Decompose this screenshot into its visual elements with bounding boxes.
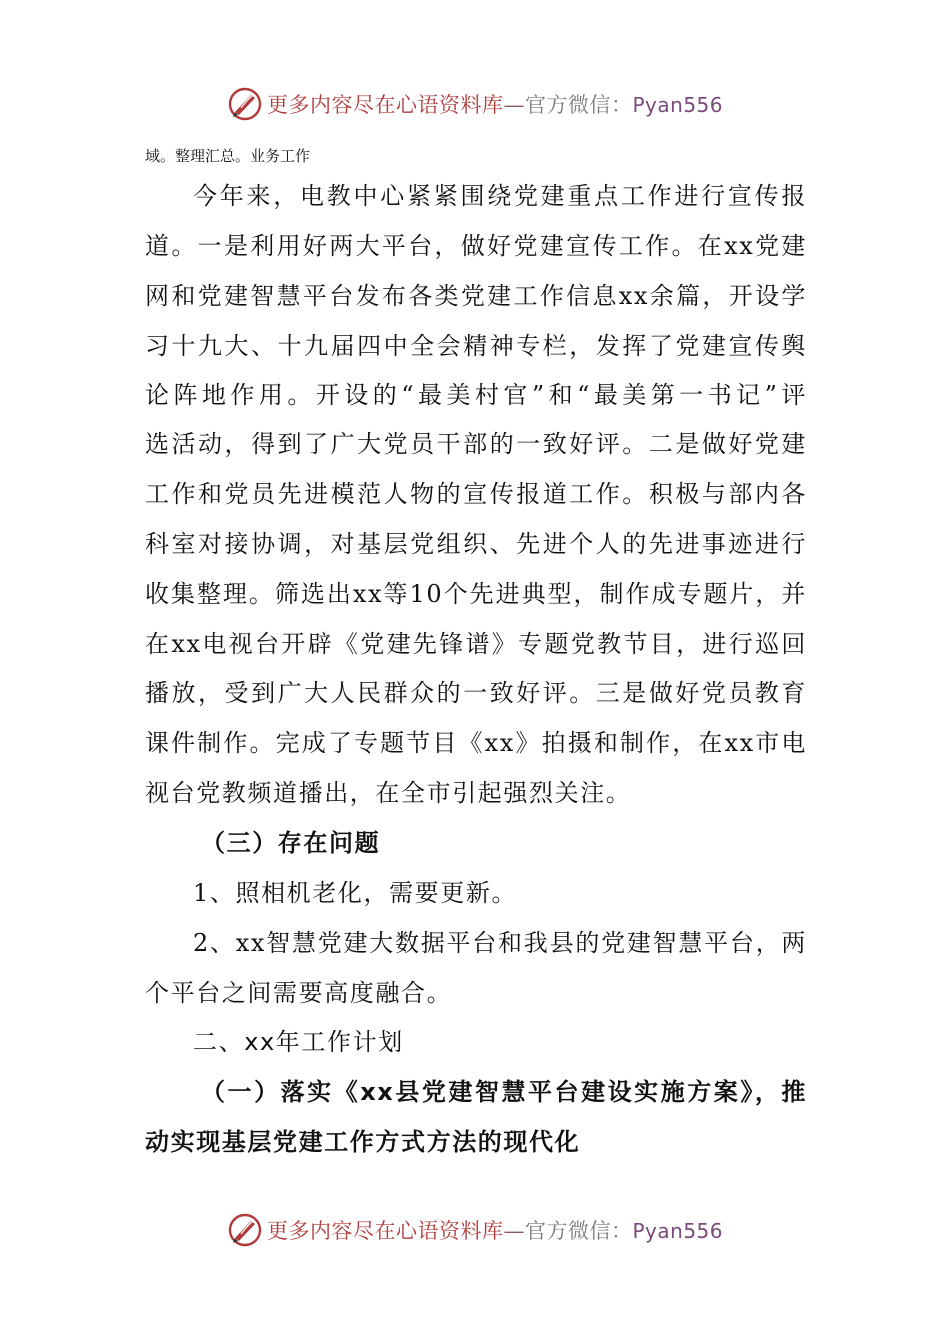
subsection-heading-cont: 动实现基层党建工作方式方法的现代化 bbox=[145, 1128, 581, 1156]
watermark-text bbox=[267, 89, 723, 119]
section-heading-plan: 二、xx年工作计划 bbox=[193, 1028, 404, 1056]
watermark-separator: — bbox=[503, 1219, 525, 1243]
issue-item-2-cont: 个平台之间需要高度融合。 bbox=[145, 979, 453, 1007]
pen-circle-logo-icon bbox=[227, 86, 263, 122]
body-line: 工作和党员先进模范人物的宣传报道工作。积极与部内各 bbox=[145, 480, 807, 508]
carry-over-text: 域。整理汇总。业务工作 bbox=[145, 147, 311, 165]
watermark-brand: 更多内容尽在心语资料库 bbox=[266, 93, 504, 117]
issue-item-2: 2、xx智慧党建大数据平台和我县的党建智慧平台，两 bbox=[193, 929, 807, 957]
body-line: 选活动，得到了广大党员干部的一致好评。二是做好党建 bbox=[145, 430, 807, 458]
watermark-separator: — bbox=[503, 93, 525, 117]
section-heading-issues: （三）存在问题 bbox=[201, 829, 381, 857]
body-line: 在xx电视台开辟《党建先锋谱》专题党教节目，进行巡回 bbox=[145, 630, 807, 658]
header-watermark bbox=[0, 84, 950, 124]
watermark-text bbox=[267, 1215, 723, 1245]
subsection-heading: （一）落实《xx县党建智慧平台建设实施方案》，推 bbox=[201, 1078, 807, 1106]
watermark-wechat-label: 官方微信： bbox=[524, 1219, 633, 1243]
body-line-last: 视台党教频道播出，在全市引起强烈关注。 bbox=[145, 779, 632, 807]
watermark-wechat-id: Pyan556 bbox=[632, 1219, 723, 1243]
body-line: 道。一是利用好两大平台，做好党建宣传工作。在xx党建 bbox=[145, 232, 807, 260]
body-line: 收集整理。筛选出xx等10个先进典型，制作成专题片，并 bbox=[145, 580, 807, 608]
footer-watermark bbox=[0, 1210, 950, 1250]
watermark-wechat-label: 官方微信： bbox=[524, 93, 633, 117]
body-line: 播放，受到广大人民群众的一致好评。三是做好党员教育 bbox=[145, 679, 807, 707]
watermark-brand: 更多内容尽在心语资料库 bbox=[266, 1219, 504, 1243]
body-line: 论阵地作用。开设的“最美村官”和“最美第一书记”评 bbox=[145, 381, 807, 409]
body-line: 今年来，电教中心紧紧围绕党建重点工作进行宣传报 bbox=[193, 182, 807, 210]
body-line: 网和党建智慧平台发布各类党建工作信息xx余篇，开设学 bbox=[145, 282, 807, 310]
issue-item-1: 1、照相机老化，需要更新。 bbox=[193, 879, 518, 907]
body-line: 科室对接协调，对基层党组织、先进个人的先进事迹进行 bbox=[145, 530, 807, 558]
body-line: 课件制作。完成了专题节目《xx》拍摄和制作，在xx市电 bbox=[145, 729, 807, 757]
body-line: 习十九大、十九届四中全会精神专栏，发挥了党建宣传舆 bbox=[145, 332, 807, 360]
watermark-wechat-id: Pyan556 bbox=[632, 93, 723, 117]
pen-circle-logo-icon bbox=[227, 1212, 263, 1248]
